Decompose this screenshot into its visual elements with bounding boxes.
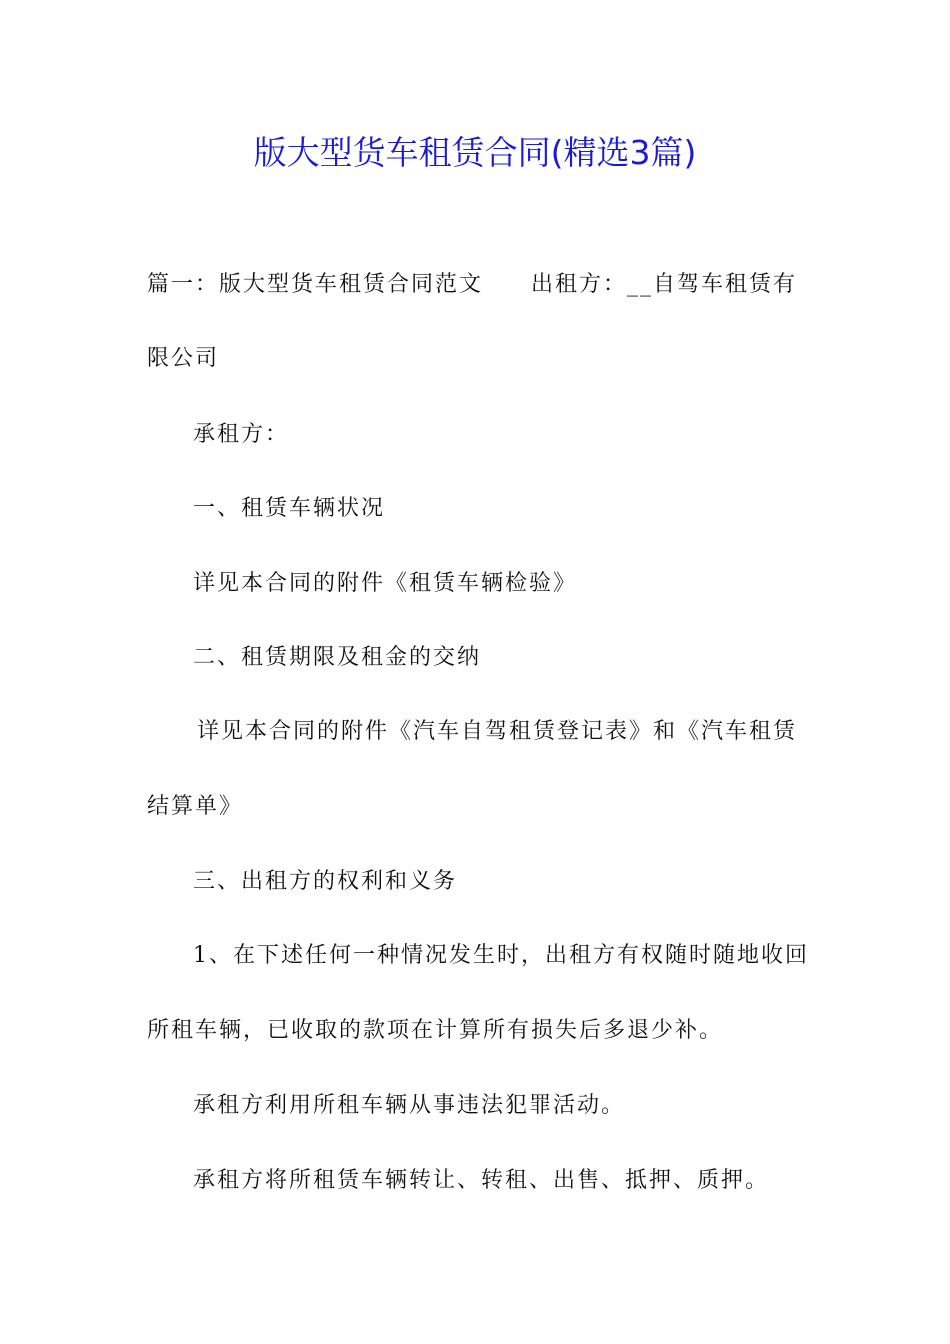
section-heading-2: 二、租赁期限及租金的交纳 xyxy=(193,645,482,670)
lessor-name-continued: 限公司 xyxy=(147,346,220,371)
clause-case-1: 承租方利用所租车辆从事违法犯罪活动。 xyxy=(193,1093,626,1118)
lessor-label: 出租方：__自驾车租赁有 xyxy=(531,272,798,297)
document-title: 版大型货车租赁合同(精选3篇) xyxy=(253,133,697,172)
lessee-label: 承租方： xyxy=(193,422,290,447)
section-body-2-line1: 详见本合同的附件《汽车自驾租赁登记表》和《汽车租赁 xyxy=(197,719,798,744)
part-one-heading: 篇一：版大型货车租赁合同范文 xyxy=(147,272,484,297)
section-body-2-line2: 结算单》 xyxy=(147,794,244,819)
clause-1-line2: 所租车辆，已收取的款项在计算所有损失后多退少补。 xyxy=(147,1018,724,1043)
clause-1-line1: 1、在下述任何一种情况发生时，出租方有权随时随地收回 xyxy=(193,943,809,968)
clause-case-2: 承租方将所租赁车辆转让、转租、出售、抵押、质押。 xyxy=(193,1168,770,1193)
section-heading-1: 一、租赁车辆状况 xyxy=(193,496,386,521)
paragraph-header-line xyxy=(147,248,807,322)
section-body-1: 详见本合同的附件《租赁车辆检验》 xyxy=(193,571,578,596)
section-heading-3: 三、出租方的权利和义务 xyxy=(193,869,458,894)
